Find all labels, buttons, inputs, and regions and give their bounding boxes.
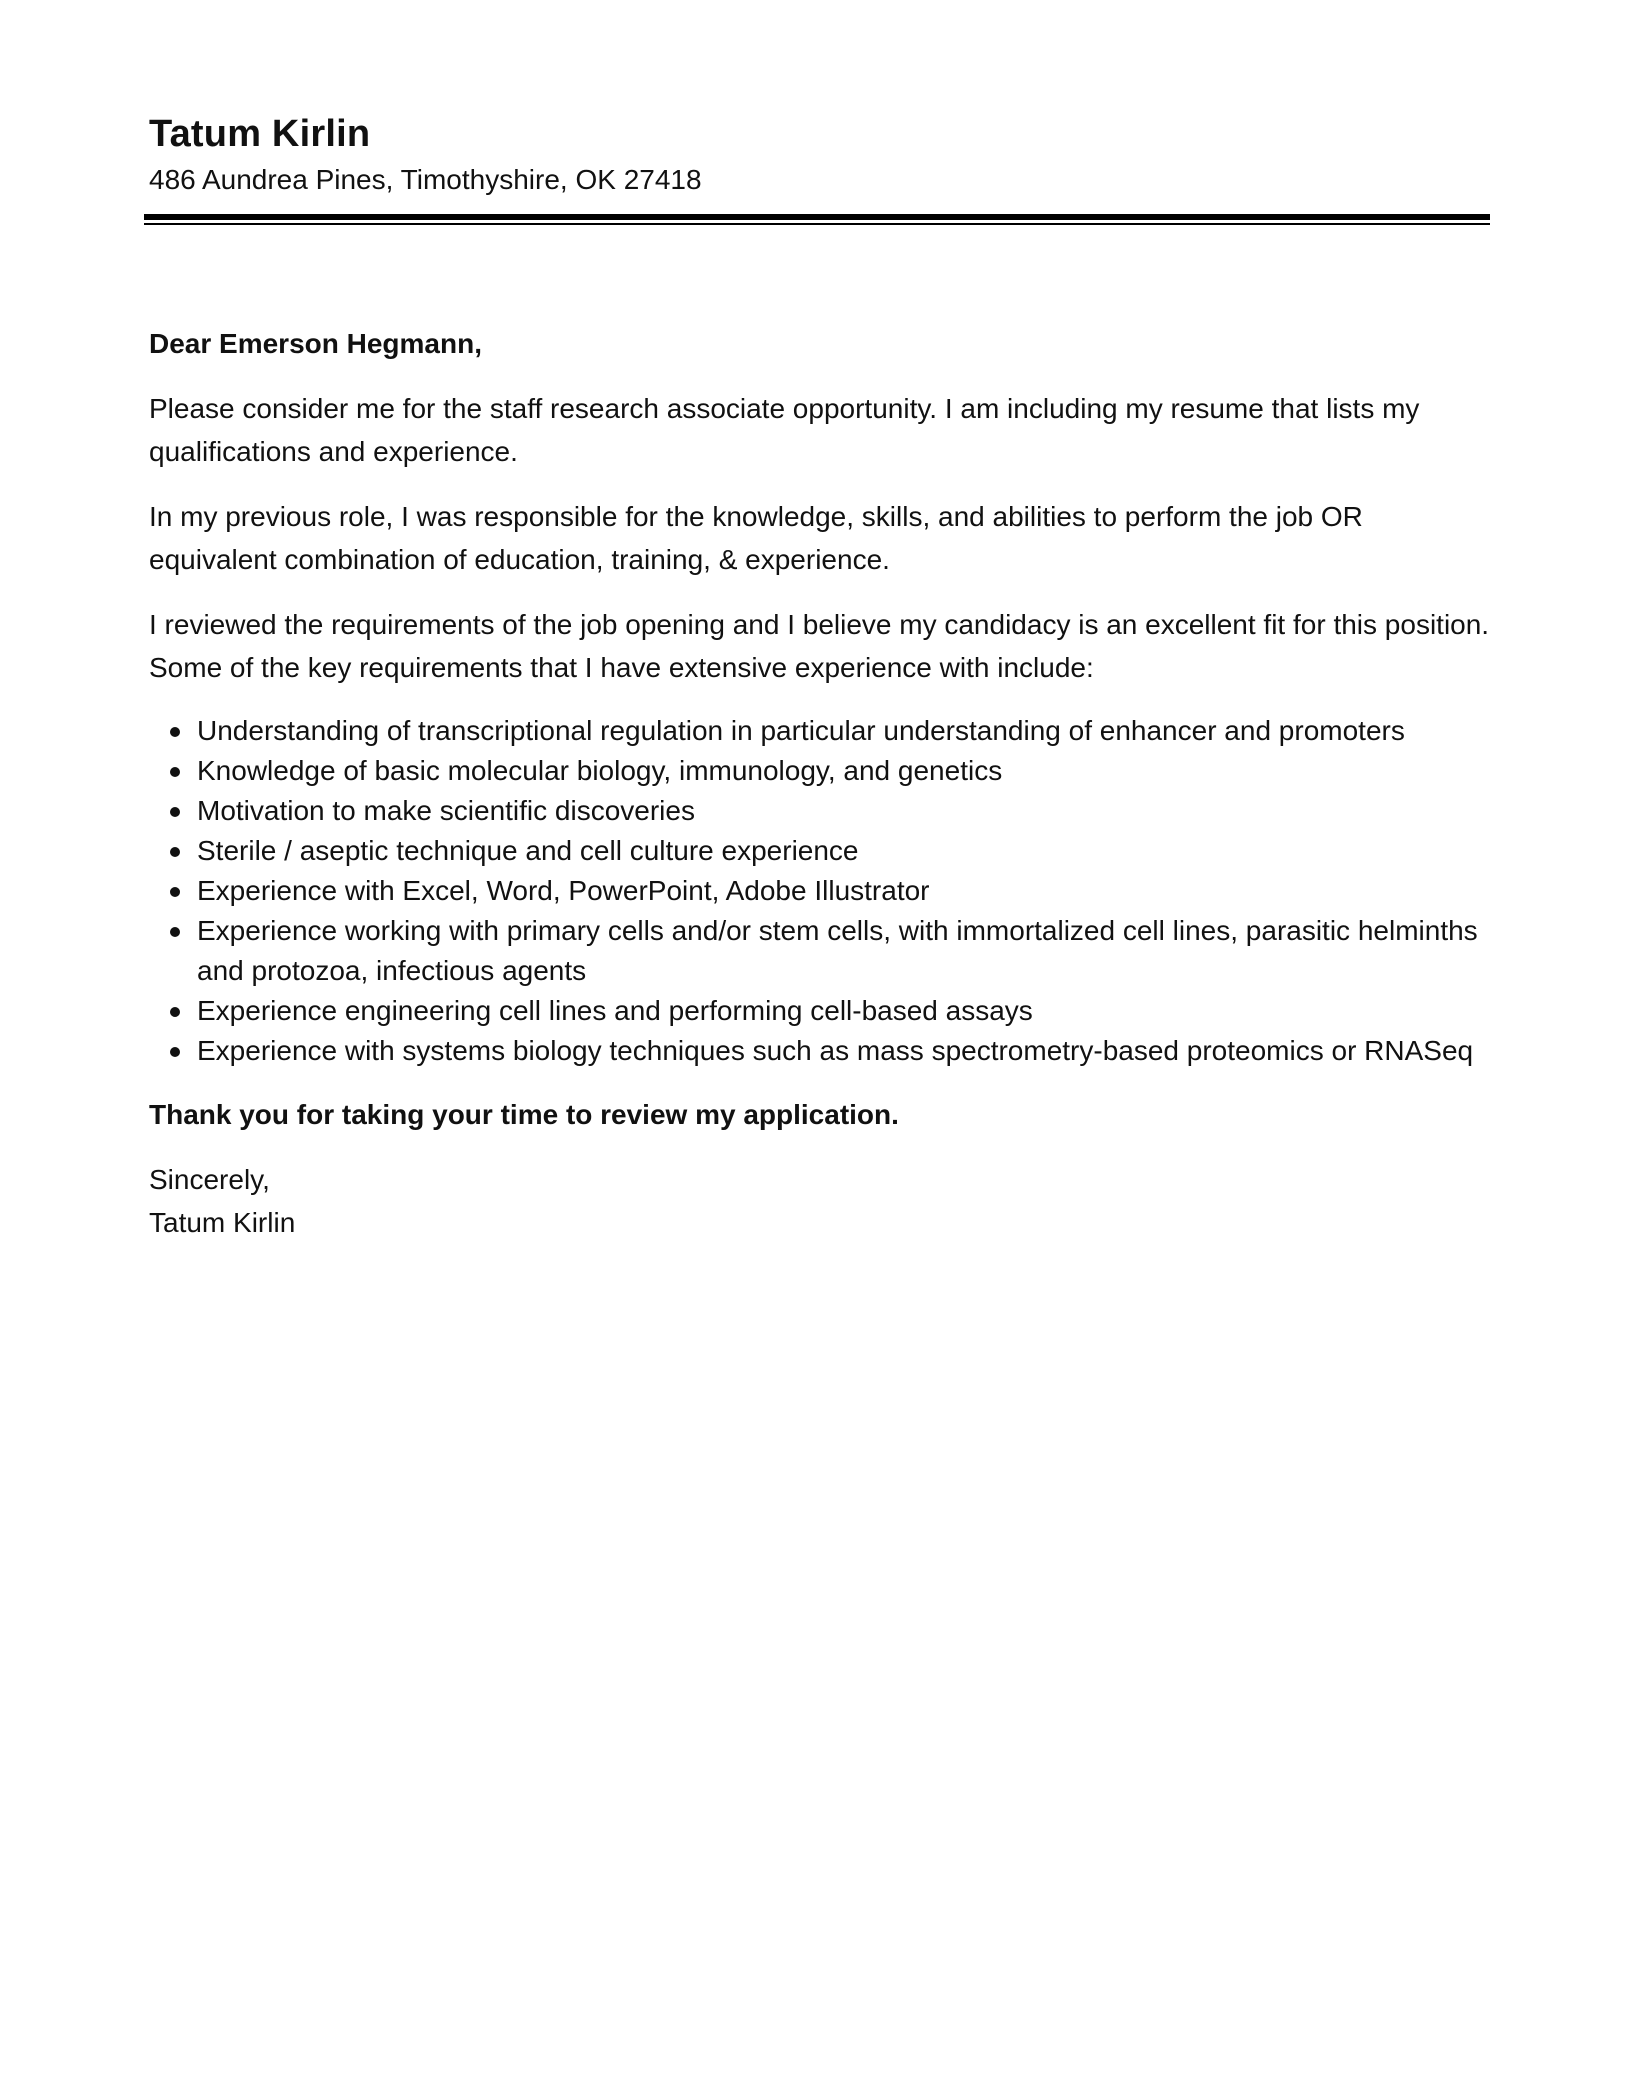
list-item-text: Experience engineering cell lines and performing cell-based assays [197, 995, 1033, 1026]
paragraph-previous-role: In my previous role, I was responsible for the knowledge, skills, and abilities to perform the job OR equivalent combination of education, training, & experience. [149, 501, 1363, 575]
list-item-text: Motivation to make scientific discoveries [197, 795, 695, 826]
signoff: Sincerely, [149, 1164, 270, 1195]
bullet-icon [170, 887, 180, 897]
list-item [149, 751, 1494, 791]
bullet-icon [170, 1007, 180, 1017]
bullet-icon [170, 727, 180, 737]
list-item-text: Understanding of transcriptional regulation in particular understanding of enhancer and promoters [197, 715, 1405, 746]
list-item [149, 871, 1494, 911]
sender-name: Tatum Kirlin [149, 113, 371, 155]
list-item [149, 1031, 1494, 1071]
list-item-text: Knowledge of basic molecular biology, immunology, and genetics [197, 755, 1003, 786]
bullet-icon [170, 1047, 180, 1057]
header-divider [144, 214, 1490, 226]
divider-thin-line [144, 223, 1490, 225]
paragraph-requirements: I reviewed the requirements of the job opening and I believe my candidacy is an excellent fit for this position. Some of the key requirements that I have extensive experience with include: [149, 609, 1490, 683]
salutation: Dear Emerson Hegmann, [149, 328, 482, 359]
list-item [149, 991, 1494, 1031]
list-item [149, 911, 1494, 991]
closing-line: Thank you for taking your time to review my application. [149, 1099, 899, 1130]
bullet-icon [170, 927, 180, 937]
letter-body [149, 322, 1494, 1244]
list-item-text: Experience with Excel, Word, PowerPoint, Adobe Illustrator [197, 875, 930, 906]
list-item-text: Experience working with primary cells and/or stem cells, with immortalized cell lines, parasitic helminths and protozoa, infectious agents [197, 915, 1478, 986]
sender-address: 486 Aundrea Pines, Timothyshire, OK 27418 [149, 164, 702, 195]
bullet-icon [170, 807, 180, 817]
letter-header [149, 110, 1489, 198]
list-item [149, 791, 1494, 831]
requirements-list [149, 711, 1494, 1071]
list-item-text: Sterile / aseptic technique and cell culture experience [197, 835, 859, 866]
list-item [149, 831, 1494, 871]
divider-thick-line [144, 214, 1490, 220]
list-item [149, 711, 1494, 751]
signature-name: Tatum Kirlin [149, 1207, 296, 1238]
paragraph-intro: Please consider me for the staff research associate opportunity. I am including my resume that lists my qualifications and experience. [149, 393, 1420, 467]
list-item-text: Experience with systems biology techniques such as mass spectrometry-based proteomics or RNASeq [197, 1035, 1474, 1066]
bullet-icon [170, 847, 180, 857]
bullet-icon [170, 767, 180, 777]
